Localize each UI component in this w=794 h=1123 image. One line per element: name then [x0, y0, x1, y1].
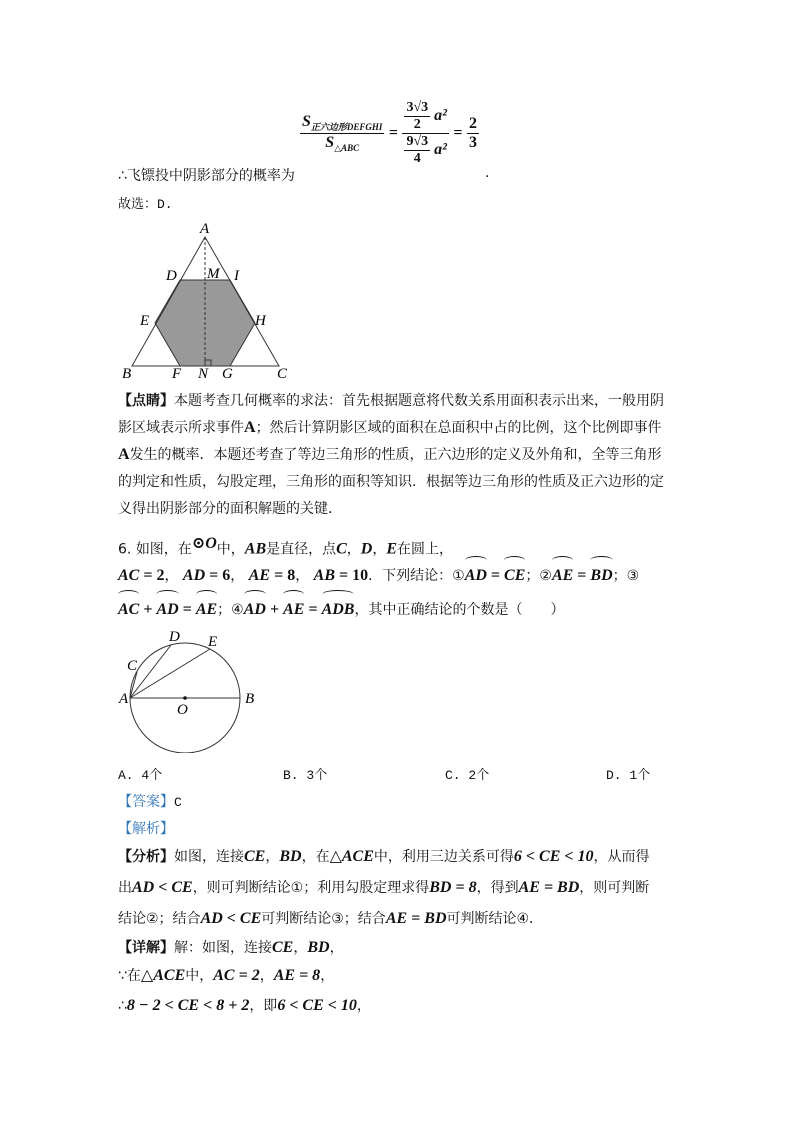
area-expression-fraction: $\frac{3√3}{2}$ a² $\frac{9√3}{4}$ a² [402, 100, 448, 167]
option-b[interactable]: B. 3个 [283, 768, 328, 783]
label-e: E [208, 634, 218, 650]
hexagon-triangle-figure [112, 218, 302, 383]
dianjing-line-3: A发生的概率．本题还考查了等边三角形的性质，正六边形的定义及外角和，全等三角形 [118, 446, 662, 463]
label-f: F [172, 366, 182, 382]
label-a: A [200, 221, 210, 237]
option-d[interactable]: D. 1个 [606, 768, 651, 783]
label-e: E [140, 313, 150, 329]
probability-line-end: . [485, 165, 490, 181]
probability-line: ∴飞镖投中阴影部分的概率为 [118, 168, 295, 184]
area-ratio-fraction: $\frac{S_{正六边形DEFGHI}}{S_{\triangle ABC}}$ [302, 112, 383, 154]
label-d: D [169, 629, 180, 645]
label-g: G [222, 366, 233, 382]
fenxi-line-2: 出AD < CE，则可判断结论①；利用勾股定理求得BD = 8，得到AE = BD，则可判断 [118, 879, 650, 896]
xiangjie-line-2: ∵在△ACE中，AC = 2，AE = 8， [118, 967, 335, 984]
option-c[interactable]: C. 2个 [445, 768, 490, 783]
question-line-3: AC + AD = AE；④AD + AE = ADB，其中正确结论的个数是（ ） [118, 596, 564, 624]
choose-answer: 故选：D. [118, 197, 173, 212]
analysis-tag: 【解析】 [118, 821, 174, 837]
label-a: A [119, 691, 129, 707]
label-d: D [166, 268, 177, 284]
dianjing-line-1: 【点睛】本题考查几何概率的求法：首先根据题意将代数关系用面积表示出来，一般用阴 [118, 393, 664, 409]
result-fraction: $\frac{2}{3}$ [468, 115, 477, 151]
chord-ae [130, 649, 210, 698]
answer-tag: 【答案】 [118, 794, 174, 810]
answer-value: C [174, 795, 182, 810]
fenxi-line-1: 【分析】如图，连接CE，BD，在△ACE中，利用三边关系可得6 < CE < 10，从而得 [118, 848, 650, 865]
label-o: O [177, 702, 188, 718]
circle-figure [115, 628, 265, 753]
dianjing-line-4: 的判定和性质，勾股定理，三角形的面积等知识．根据等边三角形的性质及正六边形的定 [118, 474, 664, 490]
dianjing-line-5: 义得出阴影部分的面积解题的关键． [118, 501, 342, 517]
dianjing-line-2: 影区域表示所求事件A；然后计算阴影区域的面积在总面积中占的比例，这个比例即事件 [118, 419, 662, 436]
center-point [183, 696, 187, 700]
xiangjie-line-3: ∴8 − 2 < CE < 8 + 2，即6 < CE < 10， [118, 997, 371, 1014]
label-h: H [255, 313, 266, 329]
question-line-1: 6. 如图，在$^{⊙O}$中，AB是直径，点C，D，E在圆上， [118, 535, 454, 558]
label-i: I [234, 268, 239, 284]
answer-line [118, 791, 182, 811]
question-line-2: AC = 2， AD = 6， AE = 8， AB = 10．下列结论：①AD = CE；②AE = BD；③ [118, 562, 639, 590]
label-c: C [277, 366, 288, 382]
fenxi-line-3: 结论②；结合AD < CE可判断结论③；结合AE = BD可判断结论④． [118, 910, 544, 927]
label-b: B [122, 366, 132, 382]
label-n: N [198, 366, 209, 382]
ratio-formula: $\frac{S_{正六边形DEFGHI}}{S_{\triangle ABC}}$ = $\frac{3√3}{2}$ a² $\frac{9√3}{4}$ a² = $\frac{2}{3}$ [302, 100, 477, 166]
option-a[interactable]: A. 4个 [118, 768, 163, 783]
label-b: B [245, 691, 255, 707]
label-c: C [127, 658, 138, 674]
label-m: M [207, 266, 220, 282]
xiangjie-line-1: 【详解】解：如图，连接CE，BD， [118, 939, 344, 956]
